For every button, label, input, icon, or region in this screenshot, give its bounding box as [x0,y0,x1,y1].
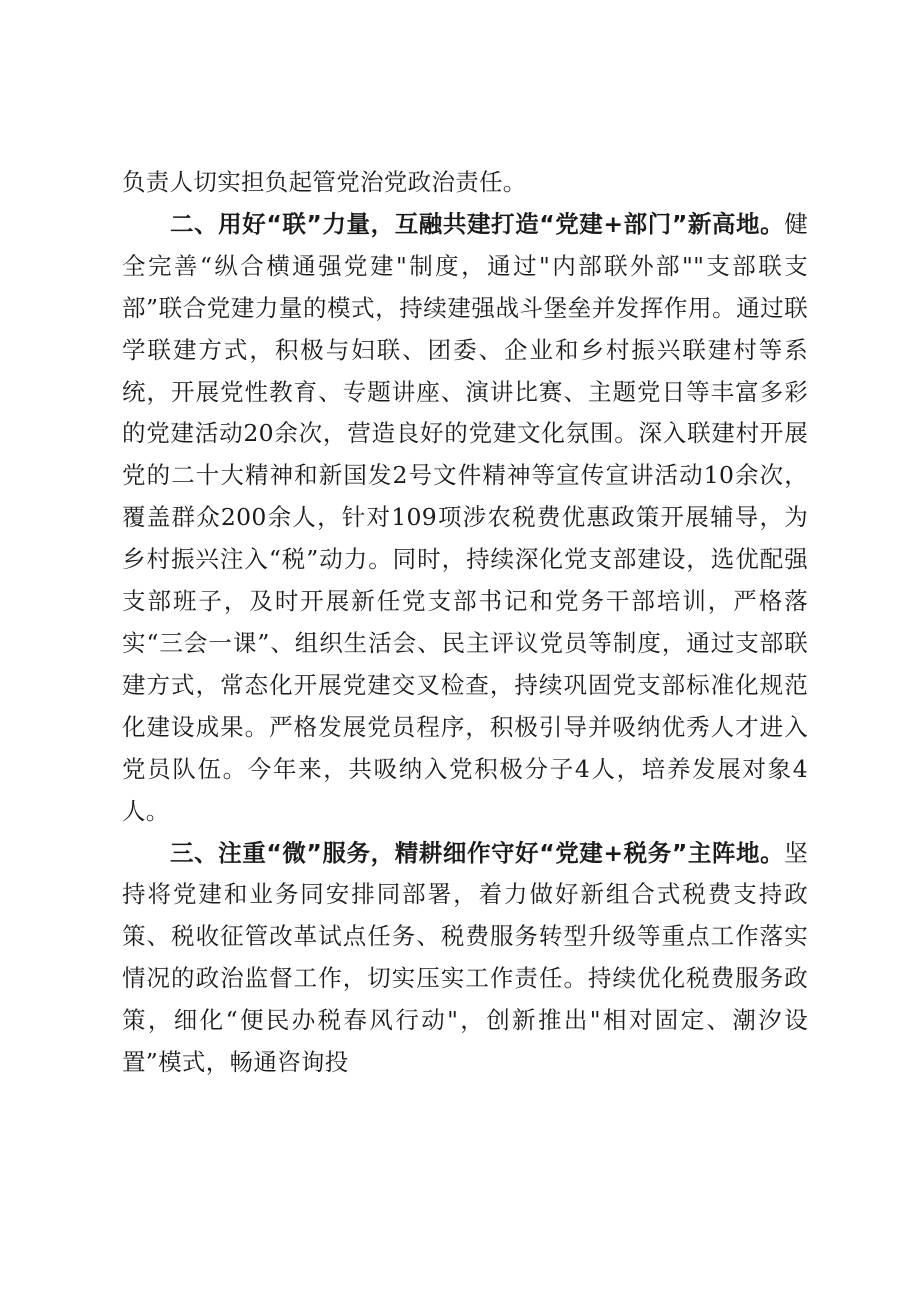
section-heading-2: 二、用好“联”力量，互融共建打造“党建+部门”新高地。 [170,209,785,238]
paragraph-1-text: 负责人切实担负起管党治党政治责任。 [122,168,527,196]
paragraph-3-text: 坚持将党建和业务同安排同部署，着力做好新组合式税费支持政策、税收征管改革试点任务、税费服务转型升级等重点工作落实情况的政治监督工作，切实压实工作责任。持续优化税费服务政策，细化“便民办税春风行动"，创新推出"相对固定、潮汐设置”模式，畅通咨询投 [122,838,808,1077]
document-body [122,162,808,1084]
paragraph-1 [122,162,808,204]
paragraph-3 [122,833,808,1084]
section-heading-3: 三、注重“微”服务，精耕细作守好“党建+税务”主阵地。 [170,838,785,867]
paragraph-2-text: 健全完善“纵合横通强党建"制度，通过"内部联外部""支部联支部”联合党建力量的模式，持续建强战斗堡垒并发挥作用。通过联学联建方式，积极与妇联、团委、企业和乡村振兴联建村等系统，开展党性教育、专题讲座、演讲比赛、主题党日等丰富多彩的党建活动20余次，营造良好的党建文化氛围。深入联建村开展党的二十大精神和新国发2号文件精神等宣传宣讲活动10余次，覆盖群众200余人，针对109项涉农税费优惠政策开展辅导，为乡村振兴注入“税”动力。同时，持续深化党支部建设，选优配强支部班子，及时开展新任党支部书记和党务干部培训，严格落实“三会一课”、组织生活会、民主评议党员等制度，通过支部联建方式，常态化开展党建交叉检查，持续巩固党支部标准化规范化建设成果。严格发展党员程序，积极引导并吸纳优秀人才进入党员队伍。今年来，共吸纳入党积极分子4人，培养发展对象4人。 [122,209,808,825]
paragraph-2 [122,204,808,833]
